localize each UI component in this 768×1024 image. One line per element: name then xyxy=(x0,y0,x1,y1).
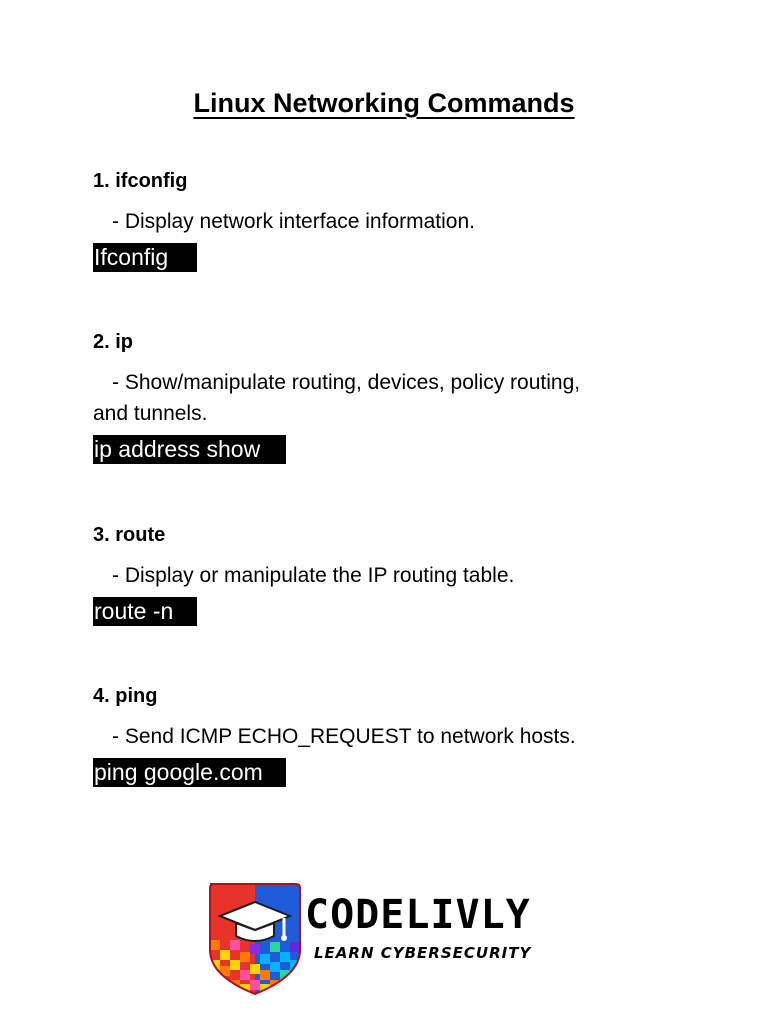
command-snippet: ip address show xyxy=(93,435,286,464)
section-heading: 1. ifconfig xyxy=(93,170,188,192)
command-snippet: route -n xyxy=(93,597,197,626)
section-description: - Display network interface information. xyxy=(112,210,475,233)
command-snippet: Ifconfig xyxy=(93,243,197,272)
command-snippet: ping google.com xyxy=(93,758,286,787)
section-description: - Send ICMP ECHO_REQUEST to network hosts. xyxy=(112,725,576,748)
section-heading: 4. ping xyxy=(93,685,158,707)
section-ip xyxy=(93,329,693,465)
section-description: - Show/manipulate routing, devices, policy routing, and tunnels. xyxy=(93,371,581,425)
section-heading: 3. route xyxy=(93,524,166,546)
section-ifconfig xyxy=(93,168,693,273)
section-route xyxy=(93,522,693,627)
brand-tagline: LEARN CYBERSECURITY xyxy=(314,944,532,962)
section-ping xyxy=(93,683,693,788)
page-title: Linux Networking Commands xyxy=(193,88,575,118)
section-description: - Display or manipulate the IP routing table. xyxy=(112,564,515,587)
section-heading: 2. ip xyxy=(93,331,134,353)
brand-name: CODELIVLY xyxy=(305,892,531,938)
